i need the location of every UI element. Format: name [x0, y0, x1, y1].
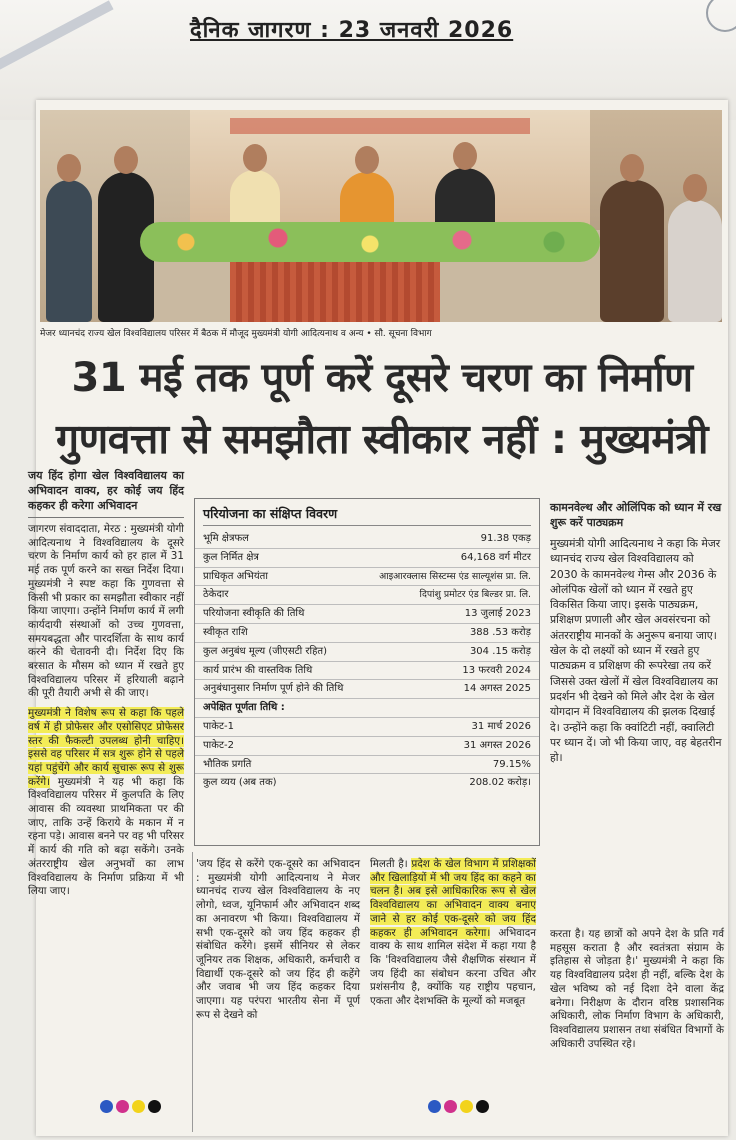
summary-value: 208.02 करोड़।: [469, 777, 531, 789]
project-summary-box: [194, 498, 540, 846]
summary-key: स्वीकृत राशि: [203, 626, 248, 638]
cyan-dot: [100, 1100, 113, 1113]
headline-main: 31 मई तक पूर्ण करें दूसरे चरण का निर्माण: [71, 355, 693, 401]
third-column: [370, 858, 536, 1009]
cyan-dot: [428, 1100, 441, 1113]
summary-key: प्राधिकृत अभियंता: [203, 570, 268, 582]
right-subhead: कामनवेल्थ और ओलिंपिक को ध्यान में रख शुरू करें पाठ्यक्रम: [550, 501, 722, 529]
article-paragraph: जागरण संवाददाता, मेरठ : मुख्यमंत्री योगी आदित्यनाथ ने विश्वविद्यालय के दूसरे चरण के निर्माण कार्य को हर हाल में 31 मई तक पूर्ण करने का सख्त निर्देश दिया। मुख्यमंत्री ने स्पष्ट कहा कि गुणवत्ता से किसी भी प्रकार का समझौता स्वीकार नहीं किया जाएगा। उन्होंने निर्माण कार्य में लगी कार्यदायी संस्थाओं को उच्च गुणवत्ता, समयबद्धता और पारदर्शिता के साथ कार्य करने की चेतावनी दी। निर्देश दिए कि बरसात के मौसम को ध्यान में रखते हुए विश्वविद्यालय परिसर में हरियाली बढ़ाने की पूरी तैयारी अभी से की जाए।: [28, 523, 184, 700]
summary-row: [195, 643, 539, 662]
round-object: [706, 0, 736, 32]
summary-key: ठेकेदार: [203, 589, 229, 601]
yellow-dot: [460, 1100, 473, 1113]
summary-row: [195, 568, 539, 587]
person-figure: [600, 180, 664, 322]
paper-edge: [0, 0, 114, 79]
photo-banner: [230, 118, 530, 134]
article-paragraph: मुख्यमंत्री ने यह भी कहा कि विश्वविद्यालय परिसर में कुलपति के लिए आवास की व्यवस्था प्राथमिकता पर की जाए, ताकि उन्हें किराये के मकान में न रहना पड़े। आवास बनने पर वह भी परिसर में कार्य की गति को बढ़ा सकेंगे। उनके अंतरराष्ट्रीय खेल अनुभवों का लाभ विश्वविद्यालय के निर्माण प्रक्रिया में भी लिया जाए।: [28, 775, 184, 898]
summary-key: कार्य प्रारंभ की वास्तविक तिथि: [203, 664, 313, 676]
summary-key: कुल निर्मित क्षेत्र: [203, 551, 259, 563]
summary-key: अपेक्षित पूर्णता तिथि :: [203, 702, 285, 714]
summary-value: 79.15%: [492, 758, 531, 770]
column-rule: [192, 852, 193, 1132]
masthead-dateline: दैनिक जागरण : 23 जनवरी 2026: [190, 18, 514, 43]
summary-value: [525, 699, 531, 717]
summary-value: 64,168 वर्ग मीटर: [460, 551, 531, 563]
article-paragraph: मिलती है।: [370, 858, 408, 870]
summary-row: [195, 756, 539, 775]
summary-key: भौतिक प्रगति: [203, 758, 252, 770]
divider: [28, 517, 184, 518]
summary-row: [195, 586, 539, 605]
person-figure: [46, 180, 92, 322]
summary-row: [195, 680, 539, 699]
summary-value: दिपांशु प्रमोटर एंड बिल्डर प्रा. लि.: [419, 589, 531, 601]
black-dot: [148, 1100, 161, 1113]
summary-key: परियोजना स्वीकृति की तिथि: [203, 608, 305, 620]
right-column: [550, 500, 724, 765]
summary-value: 13 फरवरी 2024: [462, 664, 531, 676]
summary-title: परियोजना का संक्षिप्त विवरण: [203, 505, 531, 526]
summary-value: 31 अगस्त 2026: [463, 739, 531, 751]
article-paragraph: मुख्यमंत्री योगी आदित्यनाथ ने कहा कि मेजर ध्यानचंद राज्य खेल विश्वविद्यालय को 2030 के कामनवेल्थ गेम्स और 2036 के ओलंपिक खेलों को ध्यान में रखते हुए विकसित किया जाए। इसके पाठ्यक्रम, प्रशिक्षण प्रणाली और खेल अवसंरचना को अंतरराष्ट्रीय मानकों के अनुरूप बनाया जाए। खेल के दो लक्ष्यों को ध्यान में रखते हुए पाठ्यक्रम व प्रशिक्षण की रूपरेखा तय करें जिससे उक्त खेलों में खेल विश्वविद्यालय का प्रदर्शन भी देखने को मिले और देश के खेल योगदान में विश्वविद्यालय की झलक दिखाई दे। उन्होंने कहा कि क्वांटिटी नहीं, क्वालिटी पर ध्यान दें। जो भी किया जाए, वह बेहतरीन हो।: [550, 537, 722, 765]
middle-column: [196, 858, 360, 1022]
summary-key: भूमि क्षेत्रफल: [203, 533, 249, 544]
summary-key: पाकेट-2: [203, 739, 234, 751]
highlighted-text: मुख्यमंत्री ने विशेष रूप से कहा कि पहले वर्ष में ही प्रोफेसर और एसोसिएट प्रोफेसर स्तर की फैकल्टी उपलब्ध होनी चाहिए। इससे वह परिसर में सत्र शुरू होने से पहले यहां पहुंचेंगे और कार्य सुचारू रूप से शुरू करेंगे।: [28, 707, 184, 788]
summary-row: [195, 737, 539, 756]
black-dot: [476, 1100, 489, 1113]
summary-row: [195, 624, 539, 643]
summary-key: पाकेट-1: [203, 720, 234, 732]
left-subhead: जय हिंद होगा खेल विश्वविद्यालय का अभिवादन वाक्य, हर कोई जय हिंद कहकर ही करेगा अभिवादन: [28, 469, 184, 512]
yellow-dot: [132, 1100, 145, 1113]
summary-row: [195, 530, 539, 549]
article-paragraph: अभिवादन वाक्य के साथ शामिल संदेश में कहा गया है कि 'विश्वविद्यालय जैसे शैक्षणिक संस्थान में जय हिंदी का संबोधन करना उचित और प्रशंसनीय है, क्योंकि यह राष्ट्रीय पहचान, एकता और देशभक्ति के मूल्यों को मजबूत: [370, 926, 536, 1008]
newspaper-clipping: [28, 100, 728, 1136]
summary-row: [195, 662, 539, 681]
photo-flower-garland: [140, 222, 600, 262]
summary-value: 91.38 एकड़: [480, 533, 531, 544]
summary-value: 388 .53 करोड़: [469, 626, 531, 638]
summary-value: आइआरक्लास सिस्टम्स एंड साल्यूशंस प्रा. लि.: [379, 570, 531, 582]
summary-value: 13 जुलाई 2023: [464, 608, 531, 620]
article-paragraph: करता है। यह छात्रों को अपने देश के प्रति गर्व महसूस कराता है और स्वतंत्रता संग्राम के इतिहास से जोड़ता है।' मुख्यमंत्री ने कहा कि यह विश्वविद्यालय प्रदेश ही नहीं, बल्कि देश के खेल भविष्य को नई दिशा देने वाला केंद्र बनेगा। निरीक्षण के दौरान वरिष्ठ प्रशासनिक अधिकारी, लोक निर्माण विभाग के अधिकारी, विश्वविद्यालय प्रशासन तथा संबंधित विभागों के अधिकारी उपस्थित रहे।: [550, 928, 724, 1050]
person-figure: [435, 168, 495, 230]
color-registration-marks: [428, 1100, 489, 1113]
photo-caption: मेजर ध्यानचंद राज्य खेल विश्वविद्यालय परिसर में बैठक में मौजूद मुख्यमंत्री योगी आदित्यनाथ व अन्य • सौ. सूचना विभाग: [40, 329, 432, 339]
summary-row: [195, 549, 539, 568]
summary-row: [195, 774, 539, 792]
summary-key: कुल अनुबंध मूल्य (जीएसटी रहित): [203, 645, 327, 657]
summary-row: [195, 718, 539, 737]
summary-key: अनुबंधानुसार निर्माण पूर्ण होने की तिथि: [203, 683, 344, 695]
summary-value: 304 .15 करोड़: [469, 645, 531, 657]
headline-secondary: गुणवत्ता से समझौता स्वीकार नहीं : मुख्यमंत्री: [55, 415, 708, 463]
summary-value: 31 मार्च 2026: [471, 720, 531, 732]
magenta-dot: [116, 1100, 129, 1113]
left-column: [28, 468, 184, 899]
meeting-photo: [40, 110, 722, 322]
article-paragraph: 'जय हिंद से करेंगे एक-दूसरे का अभिवादन : मुख्यमंत्री योगी आदित्यनाथ ने मेजर ध्यानचंद राज्य खेल विश्वविद्यालय के नए लोगो, ध्वज, यूनिफार्म और अभिवादन शब्द का अनावरण भी किया। विश्वविद्यालय में सभी एक-दूसरे को जय हिंद कहकर ही संबोधित करेंगे। इसमें सीनियर से लेकर जूनियर तक शिक्षक, अधिकारी, कर्मचारी व विद्यार्थी एक-दूसरे को जय हिंद ही कहेंगे और जवाब भी जय हिंद कहकर दिया जाएगा। यह परंपरा भारतीय सेना में पूर्ण रूप से देखने को: [196, 858, 360, 1021]
fourth-column: [550, 928, 724, 1051]
highlighted-text: प्रदेश के खेल विभाग में प्रशिक्षकों और खिलाड़ियों में भी जय हिंद का कहने का चलन है। अब इसे आधिकारिक रूप से खेल विश्वविद्यालय का अभिवादन वाक्य बनाए जाने से हर कोई एक-दूसरे को जय हिंद कहकर ही अभिवादन करेगा।: [370, 858, 536, 939]
color-registration-marks: [100, 1100, 161, 1113]
summary-value: 14 अगस्त 2025: [463, 683, 531, 695]
summary-key: कुल व्यय (अब तक): [203, 777, 277, 789]
magenta-dot: [444, 1100, 457, 1113]
person-figure: [230, 170, 280, 230]
person-figure: [668, 200, 722, 322]
summary-row: [195, 605, 539, 624]
summary-row: [195, 699, 539, 718]
